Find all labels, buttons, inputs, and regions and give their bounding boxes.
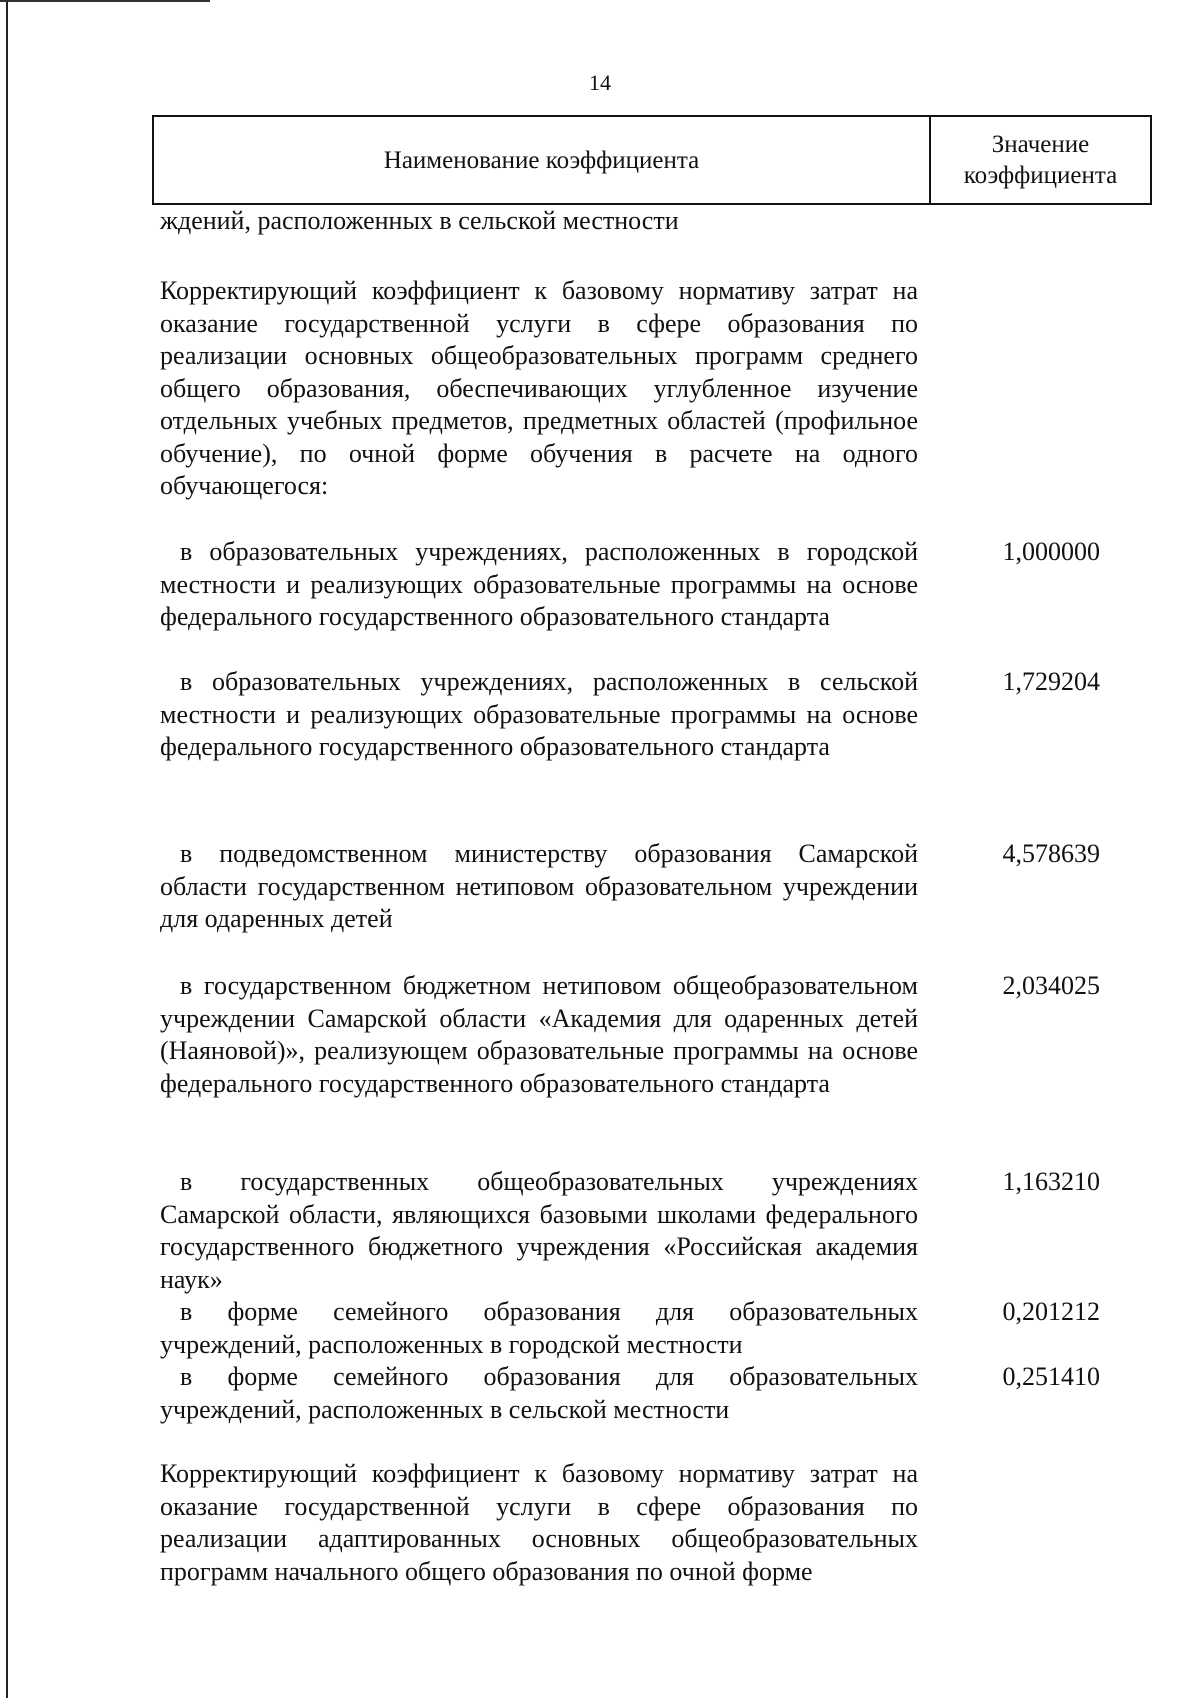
section-2-heading: Корректирующий коэффициент к базовому нормативу затрат на оказание государственной услуги в сфере образования по реализации адаптированных основных общеобразовательных программ начального общего образования по очной форме	[160, 1459, 918, 1586]
row-value: 4,578639	[1002, 839, 1100, 868]
scan-edge-left	[6, 0, 8, 1698]
row-value: 0,251410	[1002, 1362, 1100, 1391]
scan-edge-top	[0, 0, 210, 2]
row-value: 1,163210	[1002, 1167, 1100, 1196]
row-value: 1,000000	[1002, 537, 1100, 566]
header-name-column: Наименование коэффициента	[154, 117, 931, 203]
continuation-text: ждений, расположенных в сельской местности	[160, 206, 679, 235]
section-1-heading: Корректирующий коэффициент к базовому нормативу затрат на оказание государственной услуги в сфере образования по реализации основных общеобразовательных программ среднего общего образования, обеспечивающих углубленное изучение отдельных учебных предметов, предметных областей (профильное обучение), по очной форме обучения в расчете на одного обучающегося:	[160, 276, 918, 500]
page-number: 14	[589, 70, 611, 95]
row-text: в образовательных учреждениях, расположенных в городской местности и реализующих образовательные программы на основе федерального государственного образовательного стандарта	[160, 537, 918, 631]
table-header	[152, 115, 1152, 205]
row-value: 0,201212	[1002, 1297, 1100, 1326]
row-text: в государственном бюджетном нетиповом общеобразовательном учреждении Самарской области «Академия для одаренных детей (Наяновой)», реализующем образовательные программы на основе федерального государственного образовательного стандарта	[160, 971, 918, 1098]
row-text: в форме семейного образования для образовательных учреждений, расположенных в городской местности	[160, 1297, 918, 1359]
row-text: в образовательных учреждениях, расположенных в сельской местности и реализующих образовательные программы на основе федерального государственного образовательного стандарта	[160, 667, 918, 761]
row-text: в подведомственном министерству образования Самарской области государственном нетиповом образовательном учреждении для одаренных детей	[160, 839, 918, 933]
header-value-column: Значение коэффициента	[963, 131, 1118, 189]
row-value: 2,034025	[1002, 971, 1100, 1000]
row-text: в форме семейного образования для образовательных учреждений, расположенных в сельской местности	[160, 1362, 918, 1424]
row-value: 1,729204	[1002, 667, 1100, 696]
row-text: в государственных общеобразовательных учреждениях Самарской области, являющихся базовыми школами федерального государственного бюджетного учреждения «Российская академия наук»	[160, 1167, 918, 1294]
